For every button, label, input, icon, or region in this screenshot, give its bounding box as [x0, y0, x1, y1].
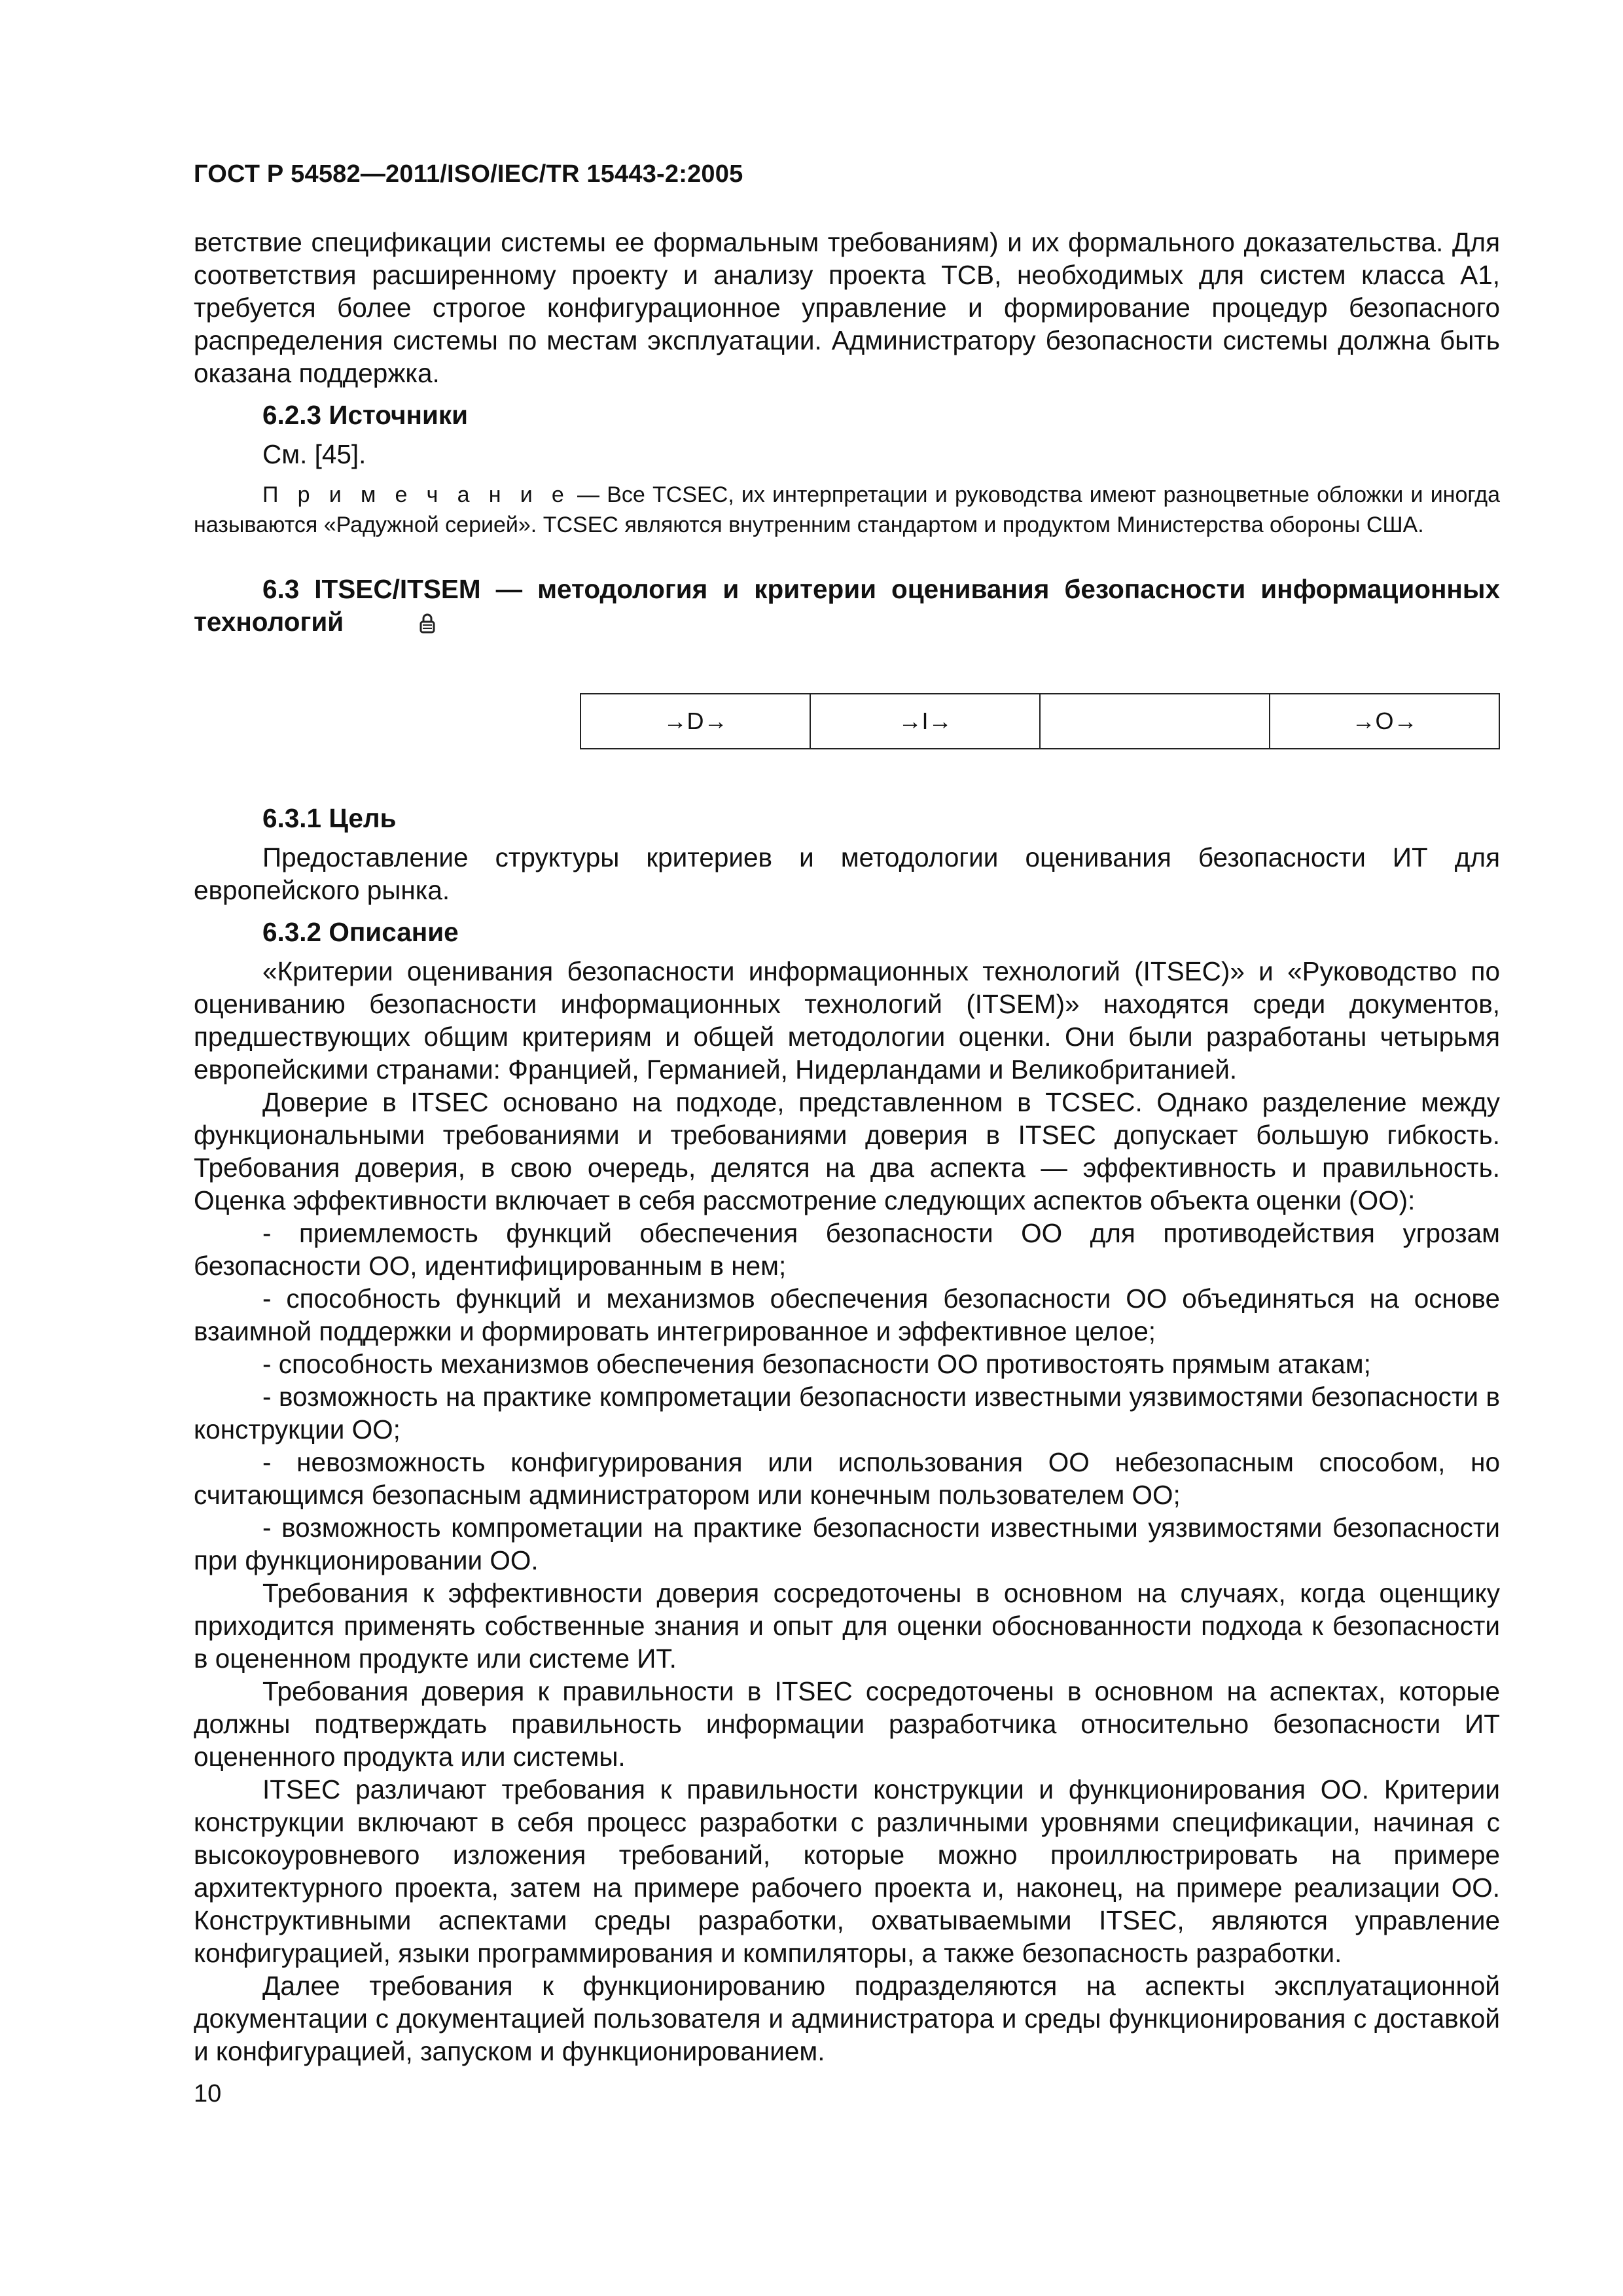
list-item: - способность функций и механизмов обеспечения безопасности ОО объединяться на основе взаимной поддержки и формировать интегрированное и эффективное целое; [194, 1283, 1500, 1346]
document-body [194, 226, 1500, 2068]
section-heading-6-2-3: 6.2.3 Источники [262, 400, 469, 430]
list-item: - возможность на практике компрометации безопасности известными уязвимостями безопасности в конструкции ОО; [194, 1382, 1500, 1444]
goal-paragraph: Предоставление структуры критериев и методологии оценивания безопасности ИТ для европейского рынка. [194, 842, 1500, 905]
marker-cell-o: →O→ [1270, 694, 1499, 749]
description-paragraph-4: Требования доверия к правильности в ITSEC сосредоточены в основном на аспектах, которые должны подтверждать правильность информации разработчика относительно безопасности ИТ оцененного продукта или системы. [194, 1676, 1500, 1772]
list-item: - невозможность конфигурирования или использования ОО небезопасным способом, но считающимся безопасным администратором или конечным пользователем ОО; [194, 1447, 1500, 1510]
document-header: ГОСТ Р 54582—2011/ISO/IEC/TR 15443-2:2005 [194, 160, 743, 188]
marker-row [580, 694, 1499, 749]
section-heading-6-3-text: 6.3 ITSEC/ITSEM — методология и критерии оценивания безопасности информационных технологий [194, 574, 1500, 637]
marker-table [580, 693, 1500, 749]
description-paragraph-5: ITSEC различают требования к правильности конструкции и функционирования ОО. Критерии конструкции включают в себя процесс разработки с различными уровнями спецификации, начиная с высокоуровневого изложения требований, которые можно проиллюстрировать на примере архитектурного проекта, затем на примере рабочего проекта и, наконец, на примере реализации ОО. Конструктивными аспектами среды разработки, охватываемыми ITSEC, являются управление конфигурацией, языки программирования и компиляторы, а также безопасность разработки. [194, 1774, 1500, 1968]
section-heading-6-3-2: 6.3.2 Описание [262, 917, 459, 947]
list-item: - возможность компрометации на практике безопасности известными уязвимостями безопасности при функционировании ОО. [194, 1513, 1500, 1575]
paragraph-intro: ветствие спецификации системы ее формальным требованиям) и их формального доказательства. Для соответствия расширенному проекту и анализу проекта ТСВ, необходимых для систем класса А1, требуется более строгое конфигурационное управление и формирование процедур безопасного распределения системы по местам эксплуатации. Администратору безопасности системы должна быть оказана поддержка. [194, 227, 1500, 388]
note-paragraph [194, 480, 1500, 540]
note-label: П р и м е ч а н и е [262, 482, 570, 507]
lock-icon [350, 608, 436, 641]
list-item: - приемлемость функций обеспечения безопасности ОО для противодействия угрозам безопасности ОО, идентифицированным в нем; [194, 1218, 1500, 1281]
sources-reference: См. [45]. [262, 439, 366, 469]
list-item: - способность механизмов обеспечения безопасности ОО противостоять прямым атакам; [262, 1349, 1371, 1379]
section-heading-6-3-1: 6.3.1 Цель [262, 803, 397, 833]
description-paragraph-6: Далее требования к функционированию подразделяются на аспекты эксплуатационной документации с документацией пользователя и администратора и среды функционирования с доставкой и конфигурацией, запуском и функционированием. [194, 1971, 1500, 2066]
marker-cell-d: →D→ [580, 694, 810, 749]
marker-cell-empty [1040, 694, 1270, 749]
marker-cell-i: →I→ [810, 694, 1040, 749]
description-paragraph-3: Требования к эффективности доверия сосредоточены в основном на случаях, когда оценщику приходится применять собственные знания и опыт для оценки обоснованности подхода к безопасности в оцененном продукте или системе ИТ. [194, 1578, 1500, 1674]
description-paragraph-1: «Критерии оценивания безопасности информационных технологий (ITSEC)» и «Руководство по оцениванию безопасности информационных технологий (ITSEM)» находятся среди документов, предшествующих общим критериям и общей методологии оценки. Они были разработаны четырьмя европейскими странами: Францией, Германией, Нидерландами и Великобританией. [194, 956, 1500, 1085]
page-number: 10 [194, 2080, 222, 2108]
description-paragraph-2: Доверие в ITSEC основано на подходе, представленном в TCSEC. Однако разделение между функциональными требованиями и требованиями доверия в ITSEC допускает большую гибкость. Требования доверия, в свою очередь, делятся на два аспекта — эффективность и правильность. Оценка эффективности включает в себя рассмотрение следующих аспектов объекта оценки (ОО): [194, 1087, 1500, 1215]
note-text: — Все TCSEC, их интерпретации и руководства имеют разноцветные обложки и иногда называются «Радужной серией». TCSEC являются внутренним стандартом и продуктом Министерства обороны США. [194, 482, 1500, 537]
section-heading-6-3 [194, 573, 1500, 641]
